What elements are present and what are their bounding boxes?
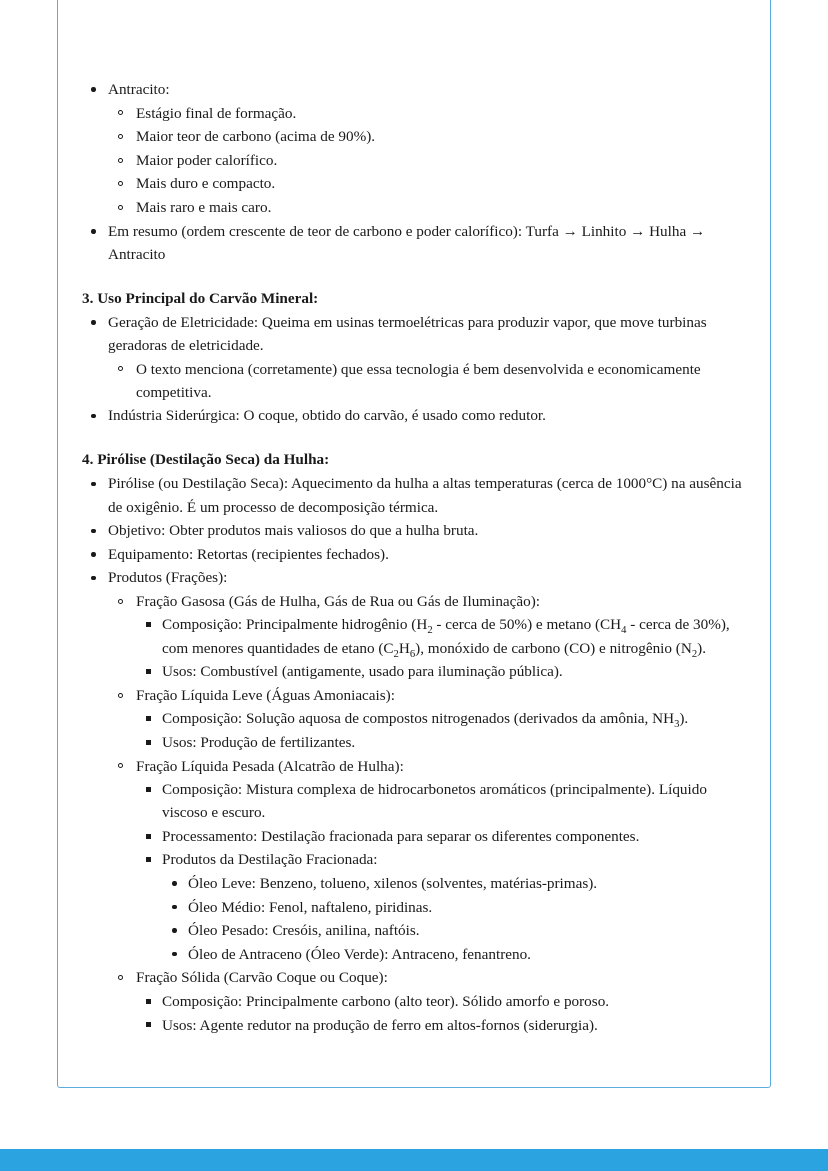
bullet-icon	[146, 669, 151, 674]
bullet-icon	[91, 229, 96, 234]
document-content	[80, 78, 752, 1037]
bullet-icon	[118, 181, 123, 186]
list-item	[136, 613, 752, 659]
list-item-text: Composição: Solução aquosa de compostos nitrogenados (derivados da amônia, $NH_3$).	[162, 710, 689, 731]
list-item	[108, 196, 752, 219]
list-item-text: Mais duro e compacto.	[136, 175, 276, 193]
bullet-icon	[146, 857, 151, 862]
section-heading: 3. Uso Principal do Carvão Mineral:	[82, 289, 319, 307]
bullet-icon	[146, 716, 151, 721]
bullet-icon	[118, 158, 123, 163]
list-item	[136, 825, 752, 848]
list	[108, 102, 752, 219]
bullet-icon	[146, 622, 151, 627]
list-item-text: Estágio final de formação.	[136, 104, 297, 122]
bullet-icon	[172, 881, 177, 886]
list	[136, 778, 752, 966]
list-item	[108, 172, 752, 195]
list-item	[136, 660, 752, 683]
bullet-icon	[118, 366, 123, 371]
bullet-icon	[91, 320, 96, 325]
list-item-text: Óleo Leve: Benzeno, tolueno, xilenos (solventes, matérias-primas).	[188, 875, 598, 892]
list	[136, 707, 752, 754]
bullet-icon	[91, 414, 96, 419]
list	[162, 872, 752, 966]
list-item-text: Óleo de Antraceno (Óleo Verde): Antraceno, fenantreno.	[188, 945, 531, 963]
list-item	[80, 543, 752, 566]
bullet-icon	[118, 134, 123, 139]
list-item-text: Antracito:	[108, 81, 170, 98]
list-item	[136, 707, 752, 730]
list-item-text: Usos: Combustível (antigamente, usado para iluminação pública).	[162, 663, 563, 681]
list-item	[108, 684, 752, 754]
section-heading: 4. Pirólise (Destilação Seca) da Hulha:	[82, 451, 330, 469]
list-item-text: Produtos (Frações):	[108, 569, 228, 587]
list-item-text: Composição: Mistura complexa de hidrocarbonetos aromáticos (principalmente). Líquido viscoso e escuro.	[162, 781, 707, 822]
bullet-icon	[118, 205, 123, 210]
list-item-text: O texto menciona (corretamente) que essa tecnologia é bem desenvolvida e economicamente competitiva.	[136, 360, 701, 401]
list-item-text: Mais raro e mais caro.	[136, 198, 272, 216]
list-item-text: Fração Sólida (Carvão Coque ou Coque):	[136, 969, 388, 987]
bullet-icon	[91, 529, 96, 534]
list-item-text: Usos: Agente redutor na produção de ferro em altos-fornos (siderurgia).	[162, 1016, 598, 1034]
bullet-icon	[91, 87, 96, 92]
list	[80, 78, 752, 266]
list-item-text: Produtos da Destilação Fracionada:	[162, 851, 378, 869]
list-item-text: Equipamento: Retortas (recipientes fechados).	[108, 545, 389, 563]
bullet-icon	[146, 740, 151, 745]
list-item-text: Objetivo: Obter produtos mais valiosos do que a hulha bruta.	[108, 522, 479, 540]
list-item-text: Usos: Produção de fertilizantes.	[162, 733, 356, 751]
list-item	[136, 990, 752, 1013]
list	[80, 472, 752, 1036]
list-item	[136, 1014, 752, 1037]
list-item	[108, 755, 752, 966]
list-item-text: Geração de Eletricidade: Queima em usinas termoelétricas para produzir vapor, que move turbinas geradoras de eletricidade.	[108, 313, 707, 354]
list-item	[80, 311, 752, 404]
list	[136, 990, 752, 1037]
bullet-icon	[146, 1022, 151, 1027]
list-item	[80, 404, 752, 427]
list-item	[108, 358, 752, 404]
list-item-text: Composição: Principalmente carbono (alto teor). Sólido amorfo e poroso.	[162, 992, 610, 1010]
bullet-icon	[118, 763, 123, 768]
bullet-icon	[118, 975, 123, 980]
list-item-text: Óleo Pesado: Cresóis, anilina, naftóis.	[188, 922, 420, 940]
list-item-text: Indústria Siderúrgica: O coque, obtido do carvão, é usado como redutor.	[108, 407, 546, 425]
list-item	[108, 102, 752, 125]
list-item	[136, 731, 752, 754]
list-item	[80, 519, 752, 542]
list-item	[136, 778, 752, 824]
list-item	[108, 125, 752, 148]
bullet-icon	[118, 693, 123, 698]
list	[108, 358, 752, 404]
bullet-icon	[146, 999, 151, 1004]
list-item	[162, 919, 752, 942]
list-item	[80, 78, 752, 219]
bullet-icon	[172, 928, 177, 933]
list-item	[162, 896, 752, 919]
bullet-icon	[146, 834, 151, 839]
footer-accent-bar	[0, 1149, 828, 1171]
list-item	[80, 220, 752, 266]
list-item-text: Processamento: Destilação fracionada para separar os diferentes componentes.	[162, 827, 640, 845]
list-item-text: Maior teor de carbono (acima de 90%).	[136, 128, 376, 146]
list-item-text: Em resumo (ordem crescente de teor de carbono e poder calorífico): Turfa → Linhito → Hulha → Antracito	[108, 222, 706, 263]
list-item-text: Óleo Médio: Fenol, naftaleno, piridinas.	[188, 898, 433, 916]
list-item	[80, 566, 752, 1036]
bullet-icon	[91, 576, 96, 581]
list-item	[108, 966, 752, 1036]
list	[136, 613, 752, 683]
list-item	[108, 590, 752, 683]
list-item	[162, 872, 752, 895]
bullet-icon	[91, 552, 96, 557]
list	[80, 311, 752, 427]
list-item-text: Fração Gasosa (Gás de Hulha, Gás de Rua ou Gás de Iluminação):	[136, 592, 541, 610]
bullet-icon	[118, 110, 123, 115]
list-item-text: Composição: Principalmente hidrogênio ($H_2$ - cerca de 50%) e metano ($CH_4$ - cerca de 30%), com menores quantidades de etano $(C_2H_6)$, monóxido de carbono (CO) e nitrogênio $(N_2)$.	[162, 616, 730, 660]
bullet-icon	[118, 599, 123, 604]
list-item-text: Maior poder calorífico.	[136, 151, 278, 169]
bullet-icon	[172, 952, 177, 957]
list-item	[80, 472, 752, 518]
list	[108, 590, 752, 1037]
list-item-text: Fração Líquida Pesada (Alcatrão de Hulha):	[136, 757, 404, 775]
bullet-icon	[172, 905, 177, 910]
list-item-text: Pirólise (ou Destilação Seca): Aquecimento da hulha a altas temperaturas (cerca de 1000°C) na ausência de oxigênio. É um processo de decomposição térmica.	[108, 475, 742, 516]
bullet-icon	[91, 482, 96, 487]
list-item	[162, 943, 752, 966]
bullet-icon	[146, 787, 151, 792]
list-item	[108, 149, 752, 172]
list-item-text: Fração Líquida Leve (Águas Amoniacais):	[136, 686, 395, 704]
list-item	[136, 848, 752, 965]
